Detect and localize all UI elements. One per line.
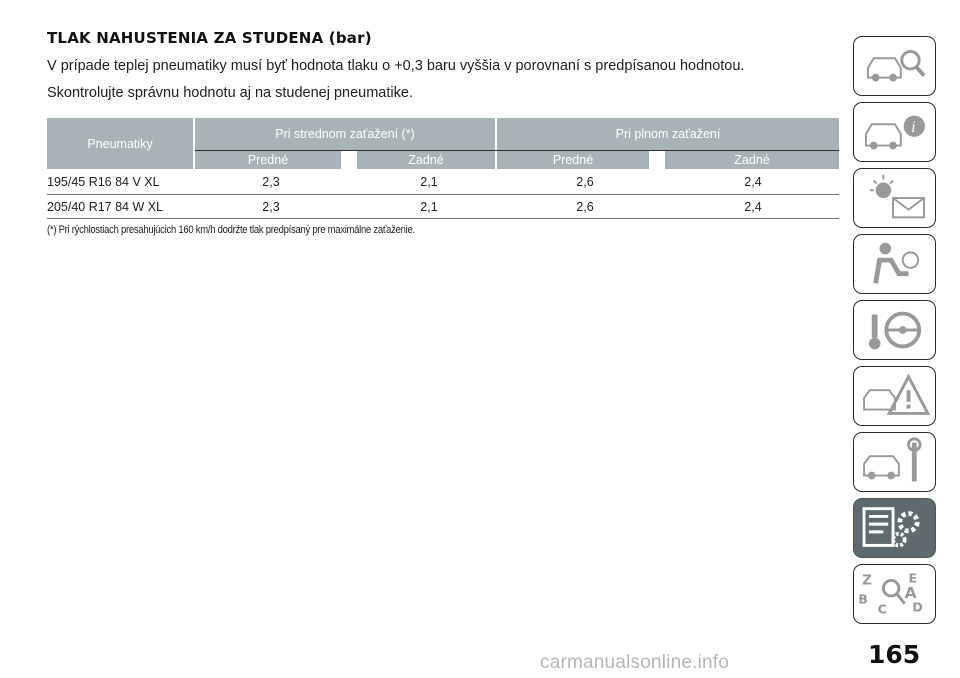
tab-car-search[interactable] xyxy=(853,36,936,96)
footnote: (*) Pri rýchlostiach presahujúcich 160 km/h dodržte tlak predpísaný pre maximálne zaťaženie. xyxy=(47,224,415,236)
table-row xyxy=(47,171,839,194)
header-full-front: Predné xyxy=(497,151,649,169)
pressure-full-rear: 2,4 xyxy=(744,175,762,189)
pressure-medium-front: 2,3 xyxy=(262,200,280,214)
svg-text:Z: Z xyxy=(862,572,872,589)
svg-text:B: B xyxy=(858,591,868,607)
pressure-full-front: 2,6 xyxy=(576,200,594,214)
tab-emergency[interactable] xyxy=(853,366,936,426)
header-medium-load: Pri strednom zaťažení (*) xyxy=(195,118,495,150)
tab-starting-driving[interactable] xyxy=(853,300,936,360)
tab-maintenance[interactable] xyxy=(853,432,936,492)
warning-lights-icon xyxy=(854,169,935,227)
tyre-size: 195/45 R16 84 V XL xyxy=(47,175,160,189)
tab-specifications[interactable] xyxy=(853,498,936,558)
car-emergency-icon xyxy=(854,367,935,425)
paragraph-cold-check: Skontrolujte správnu hodnotu aj na studenej pneumatike. xyxy=(47,85,413,101)
car-search-icon xyxy=(854,37,935,95)
tab-warning-lights[interactable] xyxy=(853,168,936,228)
specifications-icon xyxy=(854,499,935,557)
row-divider xyxy=(47,218,839,219)
table-header xyxy=(47,118,839,169)
table-row xyxy=(47,196,839,219)
svg-text:D: D xyxy=(912,599,923,615)
header-full-load: Pri plnom zaťažení xyxy=(497,118,839,150)
steering-key-icon xyxy=(854,301,935,359)
row-divider xyxy=(47,194,839,195)
page-heading: TLAK NAHUSTENIA ZA STUDENA (bar) xyxy=(47,29,372,47)
page-number: 165 xyxy=(868,640,921,669)
safety-person-icon xyxy=(854,235,935,293)
header-tyres: Pneumatiky xyxy=(47,118,193,169)
tab-car-info[interactable] xyxy=(853,102,936,162)
car-info-icon xyxy=(854,103,935,161)
svg-text:E: E xyxy=(908,570,918,586)
tyre-size: 205/40 R17 84 W XL xyxy=(47,200,164,214)
pressure-full-rear: 2,4 xyxy=(744,200,762,214)
svg-text:i: i xyxy=(911,120,916,136)
pressure-full-front: 2,6 xyxy=(576,175,594,189)
pressure-medium-rear: 2,1 xyxy=(420,175,438,189)
paragraph-warm-tyre: V prípade teplej pneumatiky musí byť hodnota tlaku o +0,3 baru vyššia v porovnaní s predpísanou hodnotou. xyxy=(47,58,745,74)
header-full-rear: Zadné xyxy=(665,151,839,169)
svg-text:C: C xyxy=(877,601,887,617)
watermark: carmanualsonline.info xyxy=(540,652,730,673)
car-service-icon xyxy=(854,433,935,491)
header-divider xyxy=(195,150,839,151)
header-medium-front: Predné xyxy=(195,151,341,169)
tab-safety[interactable] xyxy=(853,234,936,294)
header-medium-rear: Zadné xyxy=(357,151,495,169)
pressure-medium-rear: 2,1 xyxy=(420,200,438,214)
pressure-medium-front: 2,3 xyxy=(262,175,280,189)
index-icon xyxy=(854,565,935,623)
tab-index[interactable] xyxy=(853,564,936,624)
svg-text:A: A xyxy=(904,583,917,602)
